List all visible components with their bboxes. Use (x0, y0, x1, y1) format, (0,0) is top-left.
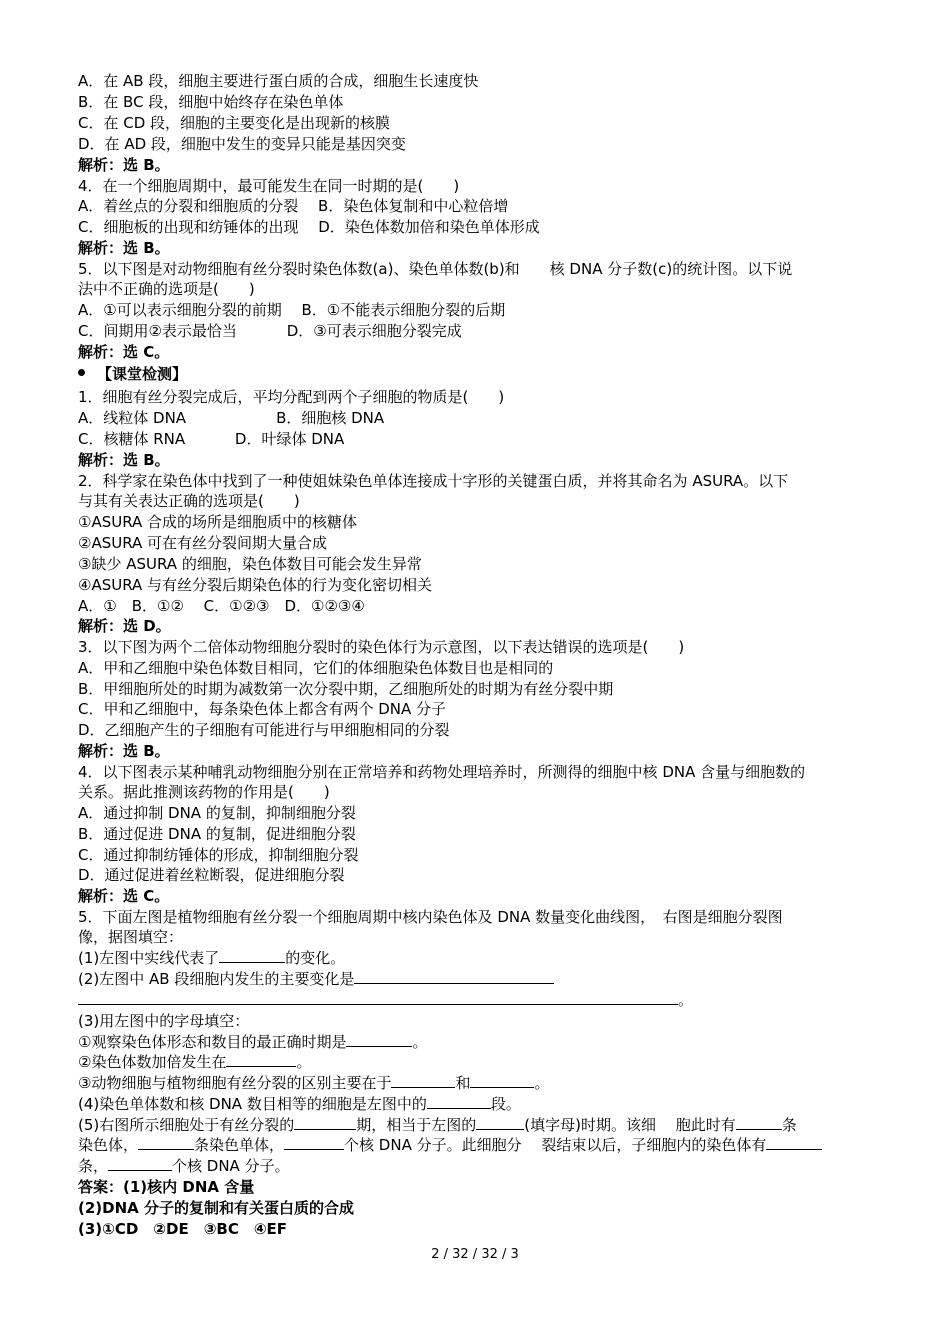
option-a: A．甲和乙细胞中染色体数目相同，它们的体细胞染色体数目也是相同的 (78, 659, 554, 677)
fill-question-4: (4)染色单体数和核 DNA 数目相等的细胞是左图中的 段。 (78, 1095, 521, 1113)
answer-blank[interactable] (226, 1052, 296, 1067)
option-c: C．通过抑制纺锤体的形成，抑制细胞分裂 (78, 846, 359, 864)
options-ab: A．着丝点的分裂和细胞质的分裂 B．染色体复制和中心粒倍增 (78, 197, 509, 215)
options-cd: C．间期用②表示最恰当 D．③可表示细胞分裂完成 (78, 322, 462, 340)
option-c: C．甲和乙细胞中，每条染色体上都含有两个 DNA 分子 (78, 700, 447, 718)
answer-blank[interactable] (219, 948, 285, 963)
check-question-2-cont: 与其有关表达正确的选项是( ) (78, 492, 300, 510)
option-a: A．在 AB 段，细胞主要进行蛋白质的合成，细胞生长速度快 (78, 72, 479, 90)
answer-blank[interactable] (346, 1032, 412, 1047)
option-d: D．通过促进着丝粒断裂，促进细胞分裂 (78, 866, 345, 884)
option-d: D．在 AD 段，细胞中发生的变异只能是基因突变 (78, 135, 406, 153)
options: A．① B．①② C．①②③ D．①②③④ (78, 597, 365, 615)
answer-blank[interactable] (766, 1135, 822, 1150)
answer-blank[interactable] (470, 1073, 534, 1088)
answer-blank[interactable] (294, 1115, 356, 1130)
option-a: A．通过抑制 DNA 的复制，抑制细胞分裂 (78, 804, 356, 822)
option-d: D．乙细胞产生的子细胞有可能进行与甲细胞相同的分裂 (78, 721, 450, 739)
answer-blank[interactable] (78, 990, 678, 1005)
fill-question-5-cont: 染色体， 条染色单体， 个核 DNA 分子。此细胞分 裂结束以后，子细胞内的染色体有 (78, 1135, 822, 1155)
fill-question-2-cont: 。 (78, 990, 693, 1010)
answer-explanation: 解析：选 C。 (78, 887, 170, 905)
option-b: B．甲细胞所处的时期为减数第一次分裂中期，乙细胞所处的时期为有丝分裂中期 (78, 680, 614, 698)
option-c: C．在 CD 段，细胞的主要变化是出现新的核膜 (78, 114, 391, 132)
answer-explanation: 解析：选 B。 (78, 451, 170, 469)
answer-blank[interactable] (736, 1115, 782, 1130)
check-question-4-cont: 关系。据此推测该药物的作用是( ) (78, 783, 330, 801)
answer-blank[interactable] (476, 1115, 524, 1130)
question-5: 5．以下图是对动物细胞有丝分裂时染色体数(a)、染色单体数(b)和 核 DNA 分子数(c)的统计图。以下说 (78, 260, 793, 278)
check-question-5: 5．下面左图是植物细胞有丝分裂一个细胞周期中核内染色体及 DNA 数量变化曲线图， 右图是细胞分裂图 (78, 908, 783, 926)
fill-question-5-cont2: 条， 个核 DNA 分子。 (78, 1157, 290, 1175)
fill-question-3-1: ①观察染色体形态和数目的最正确时期是 。 (78, 1033, 428, 1051)
check-question-2: 2．科学家在染色体中找到了一种使姐妹染色单体连接成十字形的关键蛋白质，并将其命名为 ASURA。以下 (78, 472, 789, 490)
statement-4: ④ASURA 与有丝分裂后期染色体的行为变化密切相关 (78, 576, 433, 594)
options-ab: A．①可以表示细胞分裂的前期 B．①不能表示细胞分裂的后期 (78, 301, 506, 319)
option-b: B．在 BC 段，细胞中始终存在染色单体 (78, 93, 344, 111)
answer-explanation: 解析：选 B。 (78, 156, 170, 174)
answer-blank[interactable] (427, 1094, 491, 1109)
statement-3: ③缺少 ASURA 的细胞，染色体数目可能会发生异常 (78, 555, 422, 573)
fill-question-5: (5)右图所示细胞处于有丝分裂的 期，相当于左图的 (填字母)时期。该细 胞此时有 条 (78, 1116, 797, 1134)
check-question-3: 3．以下图为两个二倍体动物细胞分裂时的染色体行为示意图，以下表达错误的选项是( ) (78, 638, 685, 656)
answer-3: (3)①CD ②DE ③BC ④EF (78, 1220, 288, 1238)
fill-question-1: (1)左图中实线代表了 的变化。 (78, 949, 346, 967)
option-b: B．通过促进 DNA 的复制，促进细胞分裂 (78, 825, 356, 843)
check-question-5-cont: 像，据图填空： (78, 928, 184, 946)
options-ab: A．线粒体 DNA B．细胞核 DNA (78, 409, 385, 427)
answer-blank[interactable] (108, 1156, 172, 1171)
answer-1: 答案：(1)核内 DNA 含量 (78, 1178, 255, 1196)
page-number: 2 / 32 / 32 / 3 (431, 1247, 519, 1262)
statement-2: ②ASURA 可在有丝分裂间期大量合成 (78, 534, 328, 552)
answer-2: (2)DNA 分子的复制和有关蛋白质的合成 (78, 1199, 354, 1217)
answer-explanation: 解析：选 B。 (78, 239, 170, 257)
answer-explanation: 解析：选 C。 (78, 343, 170, 361)
question-5-cont: 法中不正确的选项是( ) (78, 280, 255, 298)
answer-explanation: 解析：选 B。 (78, 742, 170, 760)
fill-question-3-2: ②染色体数加倍发生在 。 (78, 1053, 312, 1071)
options-cd: C．细胞板的出现和纺锤体的出现 D．染色体数加倍和染色单体形成 (78, 218, 540, 236)
check-question-1: 1．细胞有丝分裂完成后，平均分配到两个子细胞的物质是( ) (78, 388, 505, 406)
answer-blank[interactable] (284, 1135, 344, 1150)
statement-1: ①ASURA 合成的场所是细胞质中的核糖体 (78, 513, 358, 531)
bullet-icon (78, 369, 85, 376)
options-cd: C．核糖体 RNA D．叶绿体 DNA (78, 430, 345, 448)
fill-question-2: (2)左图中 AB 段细胞内发生的主要变化是 (78, 969, 554, 989)
fill-question-3: (3)用左图中的字母填空： (78, 1012, 250, 1030)
answer-explanation: 解析：选 D。 (78, 617, 171, 635)
check-question-4: 4．以下图表示某种哺乳动物细胞分别在正常培养和药物处理培养时，所测得的细胞中核 DNA 含量与细胞数的 (78, 763, 806, 781)
answer-blank[interactable] (354, 969, 554, 984)
section-heading: 【课堂检测】 (78, 364, 187, 384)
question-4: 4．在一个细胞周期中，最可能发生在同一时期的是( ) (78, 177, 460, 195)
answer-blank[interactable] (391, 1073, 455, 1088)
answer-blank[interactable] (138, 1135, 194, 1150)
fill-question-3-3: ③动物细胞与植物细胞有丝分裂的区别主要在于 和 。 (78, 1074, 550, 1092)
